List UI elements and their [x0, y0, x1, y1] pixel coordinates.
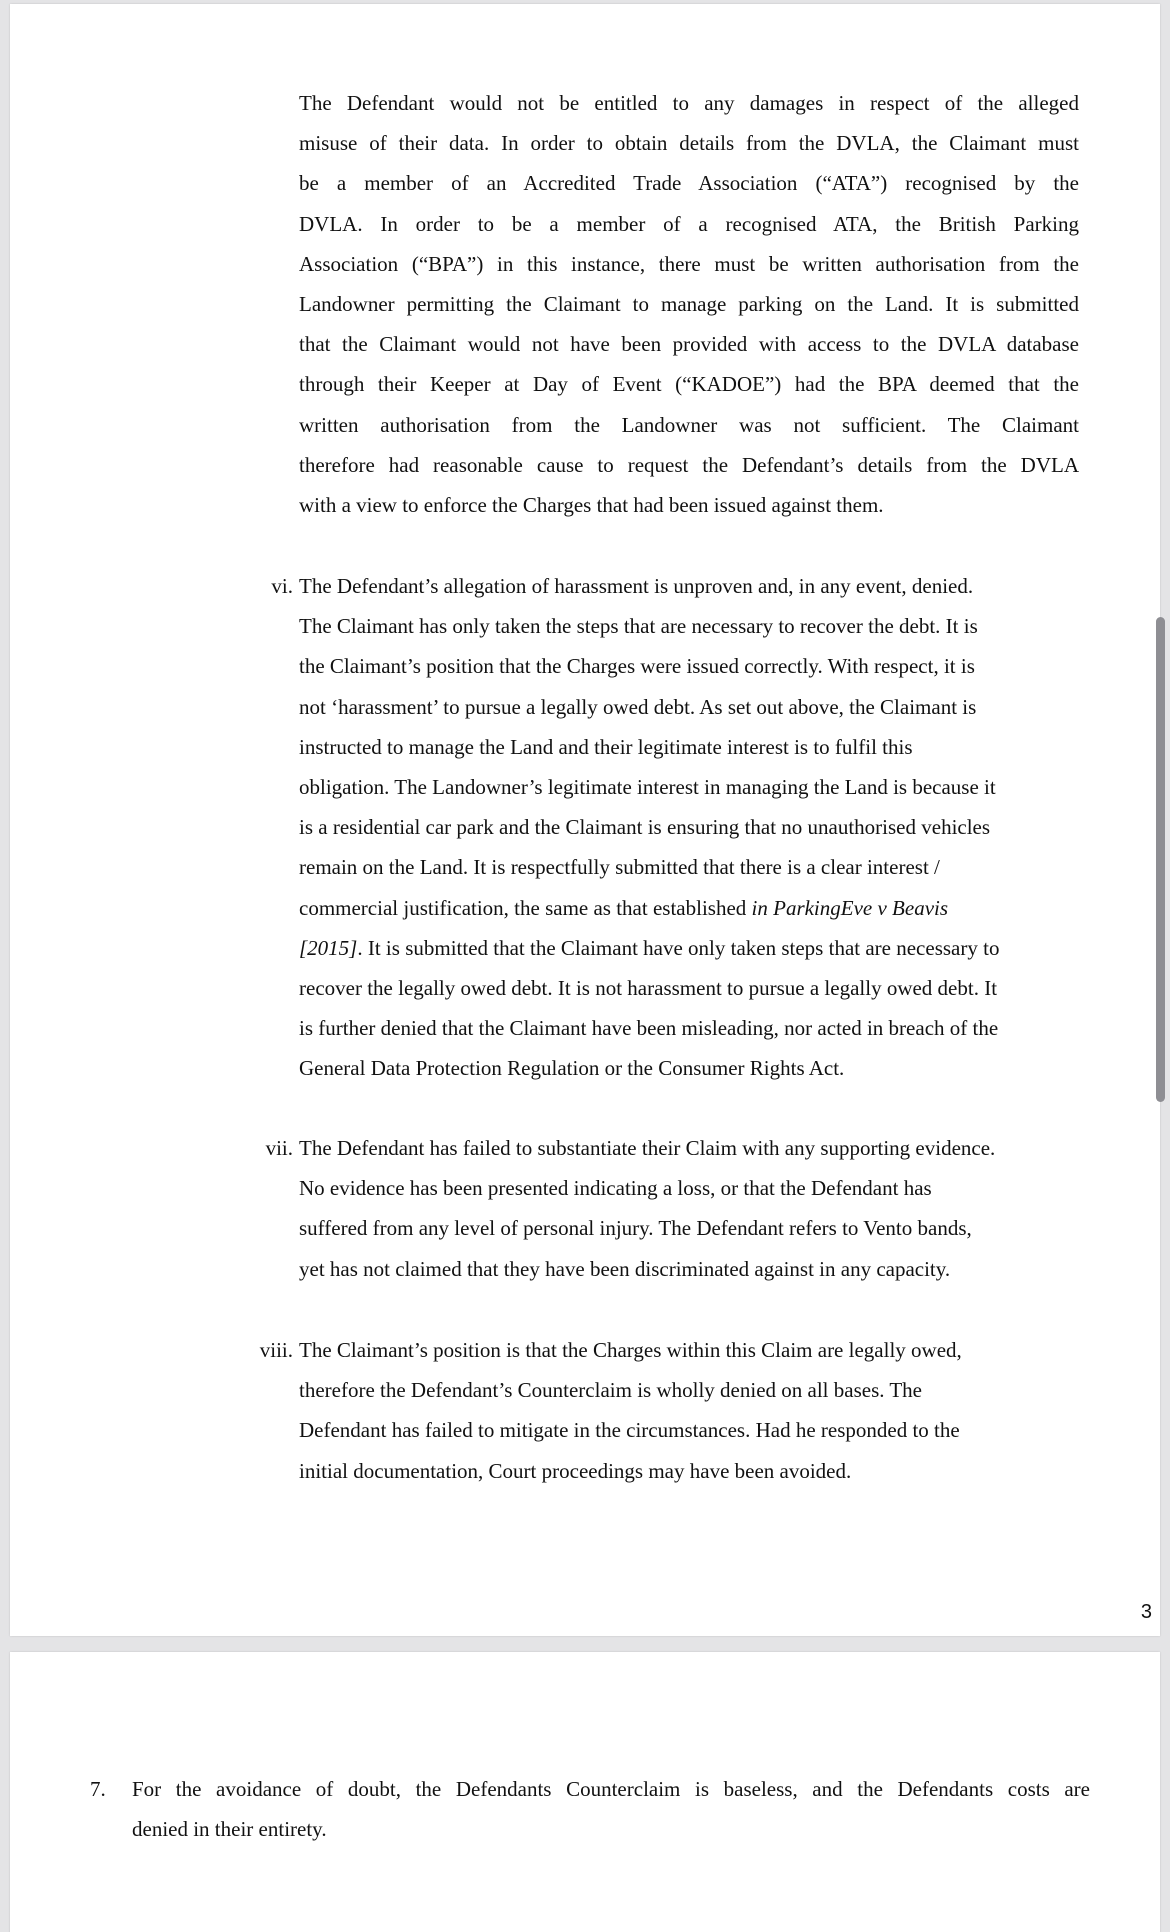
text-line: The Defendant would not be entitled to any damages in respect of the alleged	[299, 91, 1079, 115]
scrollbar-thumb[interactable]	[1156, 617, 1165, 1102]
paragraph-number-vii: vii.	[265, 1136, 293, 1160]
text-line: Defendant has failed to mitigate in the circumstances. Had he responded to the	[299, 1418, 960, 1443]
case-citation-year: [2015]	[299, 935, 358, 960]
text-line: The Defendant’s allegation of harassment is unproven and, in any event, denied.	[299, 574, 974, 598]
text-line: recover the legally owed debt. It is not harassment to pursue a legally owed debt. It	[299, 976, 998, 1001]
text-line: General Data Protection Regulation or the Consumer Rights Act.	[299, 1056, 845, 1081]
text-line: For the avoidance of doubt, the Defendants Counterclaim is baseless, and the Defendants costs are	[132, 1777, 1090, 1801]
text-line	[299, 888, 1099, 928]
text-line: The Claimant has only taken the steps that are necessary to recover the debt. It is	[299, 614, 978, 639]
document-page-4	[10, 1652, 1160, 1932]
paragraph-number-7: 7.	[90, 1777, 106, 1801]
text-line: instructed to manage the Land and their legitimate interest is to fulfil this	[299, 734, 913, 759]
text-line: yet has not claimed that they have been discriminated against in any capacity.	[299, 1256, 951, 1281]
text-line: that the Claimant would not have been provided with access to the DVLA database	[299, 332, 1079, 357]
text-line: misuse of their data. In order to obtain details from the DVLA, the Claimant must	[299, 131, 1079, 156]
paragraph-viii	[299, 1330, 1099, 1491]
paragraph-vii	[299, 1128, 1099, 1289]
page-number: 3	[1140, 1601, 1152, 1623]
paragraph-number-viii: viii.	[259, 1338, 293, 1362]
text-line: The Claimant’s position is that the Charges within this Claim are legally owed,	[299, 1338, 962, 1362]
text-line: initial documentation, Court proceedings may have been avoided.	[299, 1458, 852, 1483]
text-line: denied in their entirety.	[132, 1817, 327, 1842]
text-line: through their Keeper at Day of Event (“KADOE”) had the BPA deemed that the	[299, 372, 1079, 397]
text-line: therefore had reasonable cause to request the Defendant’s details from the DVLA	[299, 452, 1079, 477]
text-line: obligation. The Landowner’s legitimate interest in managing the Land is because it	[299, 775, 996, 800]
text-line: not ‘harassment’ to pursue a legally owed debt. As set out above, the Claimant is	[299, 694, 977, 719]
document-page-3	[10, 4, 1160, 1636]
text-line: with a view to enforce the Charges that had been issued against them.	[299, 493, 884, 518]
text-fragment: . It is submitted that the Claimant have only taken steps that are necessary to	[357, 935, 1000, 960]
text-line: Association (“BPA”) in this instance, there must be written authorisation from the	[299, 251, 1079, 276]
text-line: is a residential car park and the Claimant is ensuring that no unauthorised vehicles	[299, 815, 991, 840]
text-line: Landowner permitting the Claimant to manage parking on the Land. It is submitted	[299, 292, 1079, 317]
text-line	[299, 928, 1099, 968]
text-line: DVLA. In order to be a member of a recognised ATA, the British Parking	[299, 211, 1079, 236]
text-line: remain on the Land. It is respectfully submitted that there is a clear interest /	[299, 855, 940, 880]
text-line: therefore the Defendant’s Counterclaim is wholly denied on all bases. The	[299, 1378, 923, 1403]
paragraph-vi	[299, 566, 1099, 1089]
text-line: suffered from any level of personal injury. The Defendant refers to Vento bands,	[299, 1216, 972, 1241]
paragraph-7	[132, 1769, 1090, 1849]
case-citation: in ParkingEve v Beavis	[751, 895, 949, 920]
paragraph-v	[299, 83, 1079, 525]
text-line: be a member of an Accredited Trade Association (“ATA”) recognised by the	[299, 171, 1079, 196]
text-fragment: commercial justification, the same as that established	[299, 895, 752, 920]
text-line: written authorisation from the Landowner was not sufficient. The Claimant	[299, 412, 1079, 437]
paragraph-number-vi: vi.	[271, 574, 293, 598]
text-line: The Defendant has failed to substantiate their Claim with any supporting evidence.	[299, 1136, 996, 1160]
text-line: the Claimant’s position that the Charges were issued correctly. With respect, it is	[299, 654, 975, 679]
text-line: is further denied that the Claimant have been misleading, nor acted in breach of the	[299, 1016, 999, 1041]
text-line: No evidence has been presented indicating a loss, or that the Defendant has	[299, 1176, 932, 1201]
